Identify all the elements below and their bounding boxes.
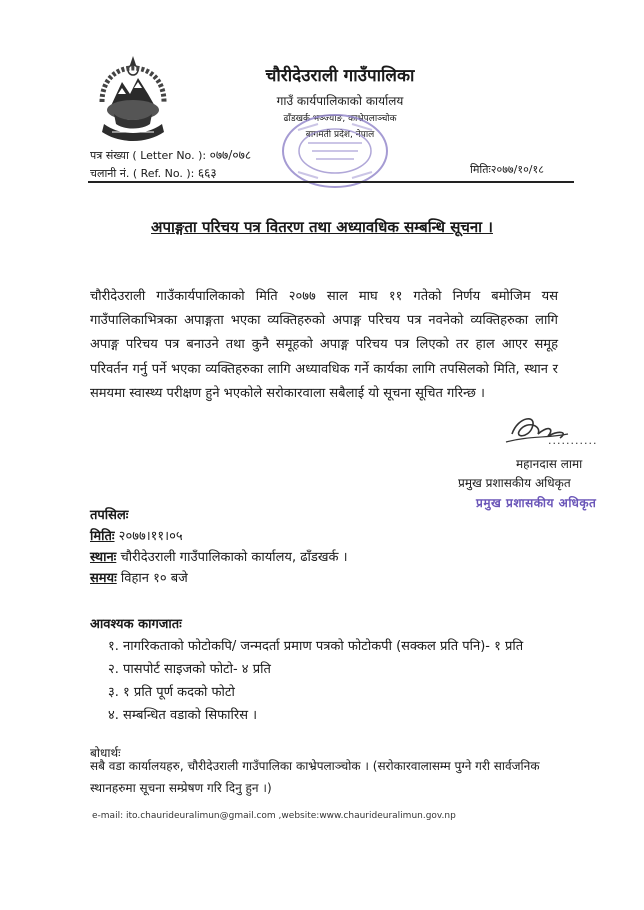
- cc-label: बोधार्थः: [90, 746, 121, 760]
- detail-place-value: चौरीदेउराली गाउँपालिकाको कार्यालय, ढाँडखर्क ।: [116, 550, 348, 565]
- office-address-line1: ढाँडखर्क भञ्ज्याङ, काभ्रेपलाञ्चोक: [283, 114, 397, 124]
- detail-date: [90, 526, 183, 544]
- letter-number-label: पत्र संख्या ( Letter No. ):: [90, 149, 207, 162]
- reference-number: [90, 164, 217, 181]
- document-item: १. नागरिकताको फोटोकपि/ जन्मदर्ता प्रमाण पत्रको फोटोकपी (सक्कल प्रति पनि)- १ प्रति: [108, 639, 524, 654]
- header-divider: [88, 181, 574, 183]
- notice-subject: अपाङ्गता परिचय पत्र वितरण तथा अध्यावधिक सम्बन्धि सूचना ।: [151, 218, 493, 236]
- signatory-stamp: प्रमुख प्रशासकीय अधिकृत: [476, 496, 597, 510]
- signatory-title: प्रमुख प्रशासकीय अधिकृत: [458, 476, 571, 490]
- office-address-line2: बागमती प्रदेश, नेपाल: [305, 130, 375, 140]
- detail-place-label: स्थानः: [90, 550, 117, 565]
- detail-time: [90, 568, 188, 586]
- document-item: २. पासपोर्ट साइजको फोटो- ४ प्रति: [108, 662, 271, 677]
- required-documents-heading: आवश्यक कागजातः: [90, 617, 182, 632]
- letter-date: मितिः२०७७/१०/१८: [470, 163, 544, 176]
- letter-number: [90, 146, 251, 163]
- detail-place: [90, 547, 348, 565]
- reference-number-value: ६६३: [197, 166, 217, 180]
- letter-number-value: ०७७/०७८: [209, 148, 252, 162]
- notice-body: चौरीदेउराली गाउँकार्यपालिकाको मिति २०७७ साल माघ ११ गतेको निर्णय बमोजिम यस गाउँपालिकाभित्रका अपाङ्गता भएका व्यक्तिहरुको अपाङ्ग परिचय पत्र नवनेको व्यक्तिहरुका लागि अपाङ्ग परिचय पत्र बनाउने तथा कुनै समूहको अपाङ्ग परिचय पत्र लिएको तर हाल आएर समूह परिवर्तन गर्नु पर्ने भएका व्यक्तिहरुका लागि अध्यावधिक गर्ने कार्यका लागि तपसिलको मिति, स्थान र समयमा स्वास्थ्य परीक्षण हुने भएकोले सरोकारवाला सबैलाई यो सूचना सूचित गरिन्छ ।: [90, 289, 558, 401]
- document-item: ४. सम्बन्धित वडाको सिफारिस ।: [108, 708, 258, 723]
- detail-date-value: २०७७।११।०५: [114, 529, 183, 544]
- reference-number-label: चलानी नं. ( Ref. No. ):: [90, 167, 195, 180]
- detail-time-label: समयः: [90, 571, 117, 586]
- municipality-name: चौरीदेउराली गाउँपालिका: [265, 66, 415, 86]
- detail-date-label: मितिः: [90, 529, 115, 544]
- detail-time-value: विहान १० बजे: [116, 571, 188, 586]
- nepal-government-emblem-icon: [92, 52, 174, 142]
- signature-line: ...........: [548, 434, 598, 447]
- contact-footer: e-mail: ito.chaurideuralimun@gmail.com ,website:www.chaurideuralimun.gov.np: [92, 811, 456, 821]
- document-item: ३. १ प्रति पूर्ण कदको फोटो: [108, 685, 235, 700]
- office-seal-stamp-icon: [278, 110, 392, 192]
- details-heading: तपसिलः: [90, 508, 129, 523]
- office-name: गाउँ कार्यपालिकाको कार्यालय: [276, 94, 404, 108]
- signatory-name: महानदास लामा: [516, 457, 583, 471]
- cc-text: सबै वडा कार्यालयहरु, चौरीदेउराली गाउँपालिका काभ्रेपलाञ्चोक । (सरोकारवालासम्म पुग्ने गरी सार्वजनिक स्थानहरुमा सूचना सम्प्रेषण गरि दिनु हुन ।): [90, 759, 540, 795]
